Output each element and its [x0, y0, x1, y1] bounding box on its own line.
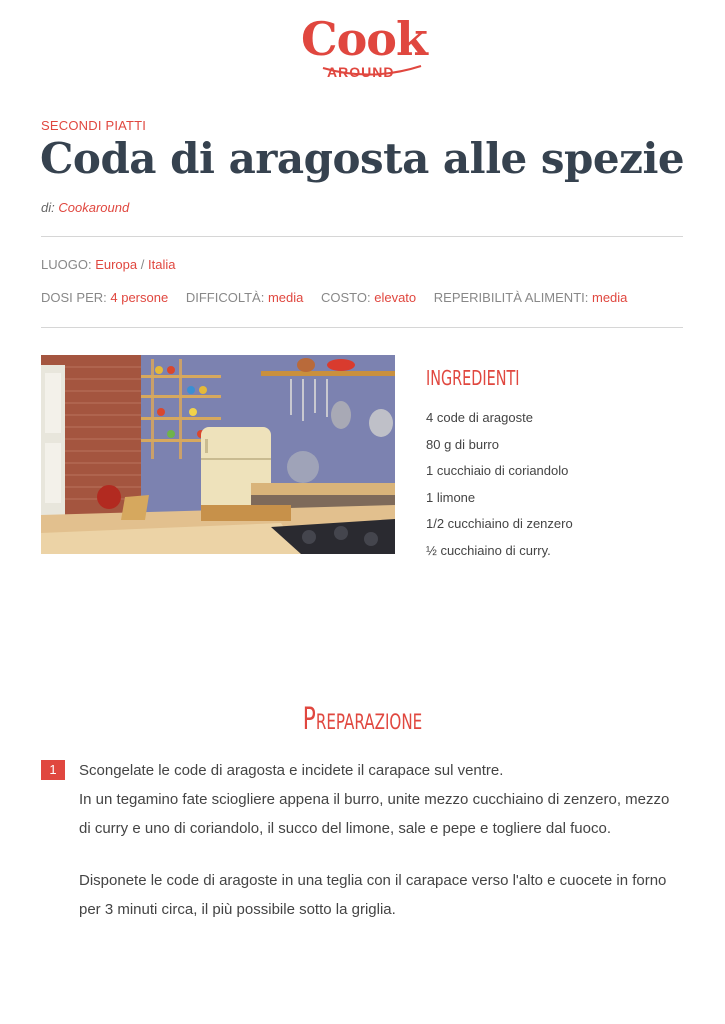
- ingredient-item: 1 limone: [426, 489, 476, 505]
- ingredients-list: [426, 405, 573, 564]
- recipe-title: Coda di aragosta alle spezie: [40, 134, 685, 183]
- logo-subtitle: AROUND: [327, 64, 395, 80]
- logo-wordmark: Cook: [301, 12, 427, 66]
- ingredient-item: ½ cucchiaino di curry.: [426, 542, 551, 558]
- preparation-heading: Preparazione: [302, 702, 423, 737]
- step-paragraph: Scongelate le code di aragosta e incidete il carapace sul ventre.: [79, 762, 504, 779]
- difficulty-value: media: [267, 290, 304, 305]
- servings-value: 4 persone: [110, 290, 169, 305]
- location-label: LUOGO:: [41, 257, 92, 272]
- step-number-badge: 1: [41, 760, 65, 780]
- ingredient-item: 1/2 cucchiaino di zenzero: [426, 516, 573, 531]
- recipe-photo: [41, 355, 395, 554]
- meta-servings: [41, 290, 168, 305]
- availability-value: media: [592, 290, 628, 305]
- meta-cost: [321, 290, 416, 305]
- meta-availability: [434, 290, 628, 305]
- difficulty-label: DIFFICOLTÀ:: [185, 290, 265, 305]
- meta-location: [41, 257, 175, 272]
- servings-label: DOSI PER:: [41, 290, 107, 305]
- meta-difficulty: [186, 290, 304, 305]
- cookaround-logo[interactable]: [301, 12, 427, 84]
- cost-label: COSTO:: [320, 290, 371, 305]
- availability-label: REPERIBILITÀ ALIMENTI:: [433, 290, 589, 305]
- divider: [41, 236, 683, 237]
- divider: [41, 327, 683, 328]
- author-link[interactable]: Cookaround: [58, 200, 130, 215]
- step-paragraph: Disponete le code di aragoste in una teglia con il carapace verso l'alto e cuocete in forno per 3 minuti circa, il più possibile sotto la griglia.: [79, 872, 667, 918]
- ingredient-item: 1 cucchiaio di coriandolo: [426, 463, 569, 478]
- ingredient-item: 4 code di aragoste: [426, 410, 533, 425]
- ingredients-heading: INGREDIENTI: [426, 366, 520, 390]
- location-separator: /: [140, 257, 145, 272]
- ingredient-item: 80 g di burro: [426, 436, 499, 452]
- meta-details: [41, 290, 641, 305]
- recipe-author: [41, 200, 129, 215]
- location-region-link[interactable]: Europa: [95, 257, 138, 272]
- author-prefix: di:: [41, 200, 55, 215]
- recipe-category-link[interactable]: SECONDI PIATTI: [41, 118, 147, 133]
- step-text: [79, 756, 683, 924]
- location-country-link[interactable]: Italia: [148, 257, 176, 272]
- cost-value: elevato: [374, 290, 417, 305]
- kitchen-photo-image: [41, 355, 395, 554]
- step-paragraph: In un tegamino fate sciogliere appena il burro, unite mezzo cucchiaino di zenzero, mezzo di curry e uno di coriandolo, il succo del limone, sale e pepe e togliere dal fuoco.: [79, 791, 670, 837]
